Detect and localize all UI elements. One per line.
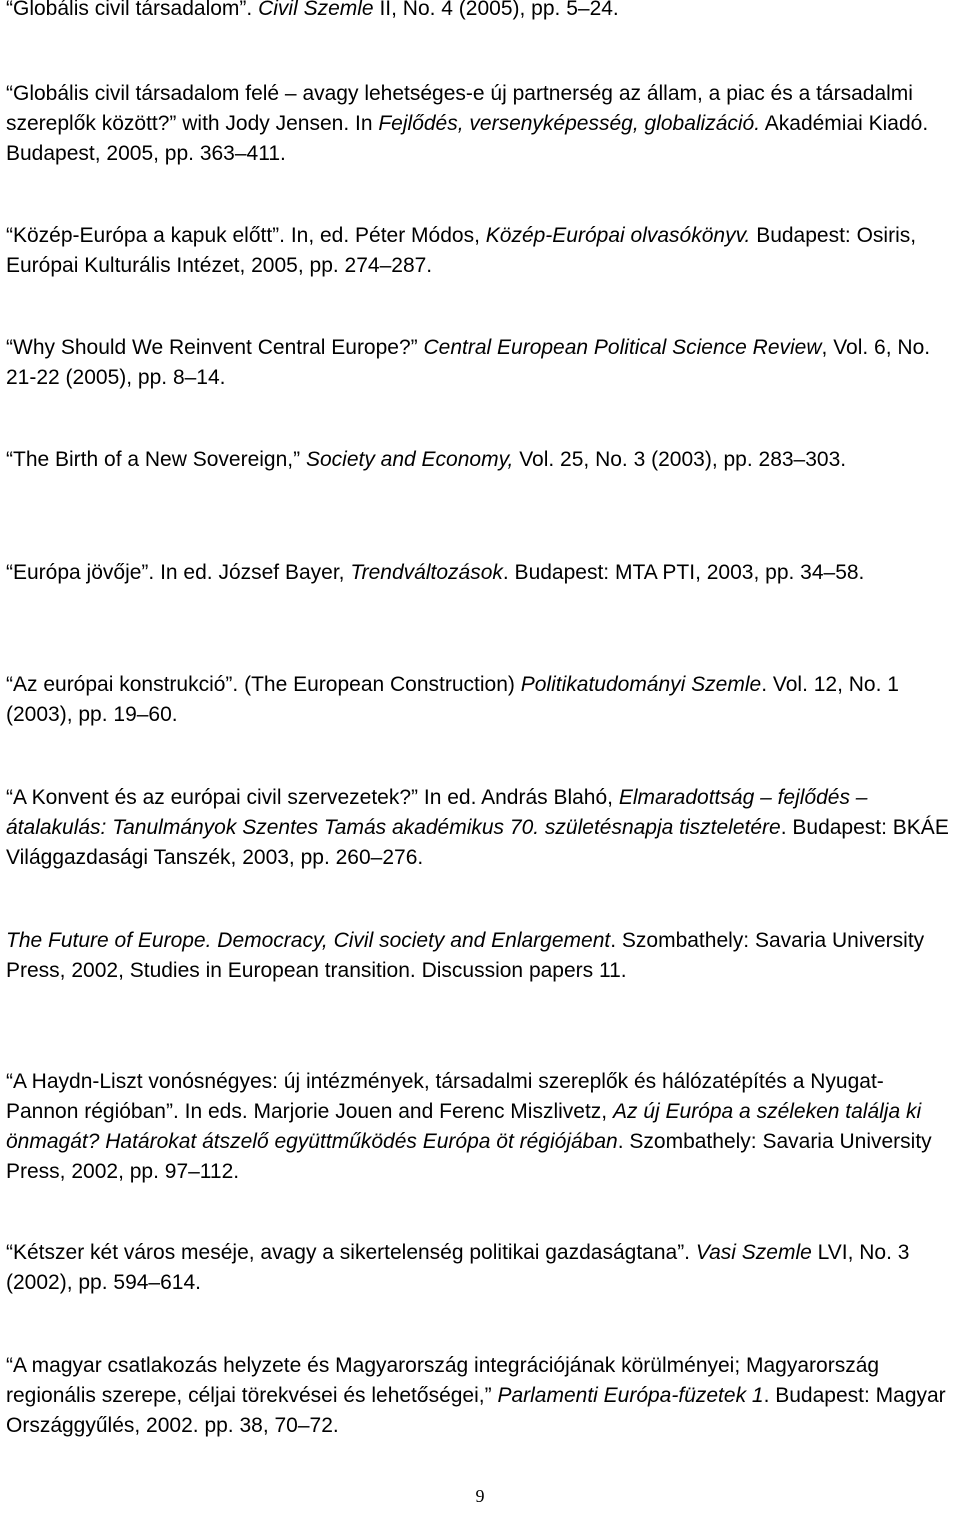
reference-title-italic: Közép-Európai olvasókönyv. bbox=[485, 224, 751, 247]
reference-text: . Szombathely: Savaria University Press, 2002, Studies in European transition. Discussion papers 11. bbox=[6, 929, 925, 982]
reference-entry bbox=[6, 1238, 956, 1298]
reference-text: Akadémiai Kiadó. Budapest, 2005, pp. 363–411. bbox=[6, 112, 929, 165]
reference-entry bbox=[6, 783, 956, 873]
reference-title-italic: The Future of Europe. Democracy, Civil society and Enlargement bbox=[6, 929, 611, 952]
reference-text: “Kétszer két város meséje, avagy a sikertelenség politikai gazdaságtana”. bbox=[6, 1241, 696, 1264]
reference-title-italic: Politikatudományi Szemle bbox=[520, 673, 762, 696]
reference-title-italic: Trendváltozások bbox=[350, 561, 503, 584]
reference-text: “Why Should We Reinvent Central Europe?” bbox=[6, 336, 424, 359]
reference-title-italic: Fejlődés, versenyképesség, globalizáció. bbox=[378, 112, 761, 135]
reference-text: “Közép-Európa a kapuk előtt”. In, ed. Péter Módos, bbox=[6, 224, 486, 247]
reference-title-italic: Society and Economy, bbox=[305, 448, 514, 471]
reference-text: “Az európai konstrukció”. (The European Construction) bbox=[6, 673, 521, 696]
reference-title-italic: Parlamenti Európa-füzetek 1 bbox=[497, 1384, 764, 1407]
page-number: 9 bbox=[475, 1486, 485, 1506]
reference-title-italic: Elmaradottság – fejlődés – átalakulás: Tanulmányok Szentes Tamás akadémikus 70. születésnapja tiszteletére bbox=[6, 786, 868, 839]
reference-entry bbox=[6, 0, 956, 24]
reference-title-italic: Central European Political Science Review bbox=[423, 336, 822, 359]
reference-text: Budapest: Osiris, Európai Kulturális Intézet, 2005, pp. 274–287. bbox=[6, 224, 917, 277]
reference-text: “Globális civil társadalom”. bbox=[6, 0, 259, 20]
reference-title-italic: Civil Szemle bbox=[258, 0, 374, 20]
reference-text: . Budapest: Magyar Országgyűlés, 2002. pp. 38, 70–72. bbox=[6, 1384, 946, 1437]
reference-entry bbox=[6, 1067, 956, 1187]
reference-text: . Budapest: BKÁE Világgazdasági Tanszék, 2003, pp. 260–276. bbox=[6, 816, 949, 869]
reference-text: . Budapest: MTA PTI, 2003, pp. 34–58. bbox=[502, 561, 865, 584]
reference-text: Vol. 25, No. 3 (2003), pp. 283–303. bbox=[513, 448, 847, 471]
reference-entry bbox=[6, 221, 956, 281]
reference-entry bbox=[6, 445, 956, 475]
reference-text: . Vol. 12, No. 1 (2003), pp. 19–60. bbox=[6, 673, 899, 726]
reference-entry bbox=[6, 1351, 956, 1441]
reference-text: LVI, No. 3 (2002), pp. 594–614. bbox=[6, 1241, 910, 1294]
reference-entry bbox=[6, 333, 956, 393]
reference-text: II, No. 4 (2005), pp. 5–24. bbox=[373, 0, 619, 20]
reference-entry bbox=[6, 926, 956, 986]
reference-text: . Szombathely: Savaria University Press, 2002, pp. 97–112. bbox=[6, 1130, 932, 1183]
reference-text: “A Haydn-Liszt vonósnégyes: új intézmények, társadalmi szereplők és hálózatépítés a Nyugat-Pannon régióban”. In eds. Marjorie Jouen and Ferenc Miszlivetz, bbox=[6, 1070, 884, 1123]
reference-title-italic: Az új Európa a széleken találja ki önmagát? Határokat átszelő együttműködés Európa öt régiójában bbox=[6, 1100, 922, 1153]
reference-entry bbox=[6, 79, 956, 169]
reference-entry bbox=[6, 558, 956, 588]
reference-text: “A Konvent és az európai civil szervezetek?” In ed. András Blahó, bbox=[6, 786, 619, 809]
reference-text: “The Birth of a New Sovereign,” bbox=[6, 448, 306, 471]
reference-text: , Vol. 6, No. 21-22 (2005), pp. 8–14. bbox=[6, 336, 931, 389]
reference-entry bbox=[6, 670, 956, 730]
reference-text: “Európa jövője”. In ed. József Bayer, bbox=[6, 561, 351, 584]
reference-text: “Globális civil társadalom felé – avagy lehetséges-e új partnerség az állam, a piac és a társadalmi szereplők között?” with Jody Jensen. In bbox=[6, 82, 913, 135]
reference-title-italic: Vasi Szemle bbox=[695, 1241, 812, 1264]
reference-text: “A magyar csatlakozás helyzete és Magyarország integrációjának körülményei; Magyarország regionális szerepe, céljai törekvései és lehetőségei,” bbox=[6, 1354, 880, 1407]
